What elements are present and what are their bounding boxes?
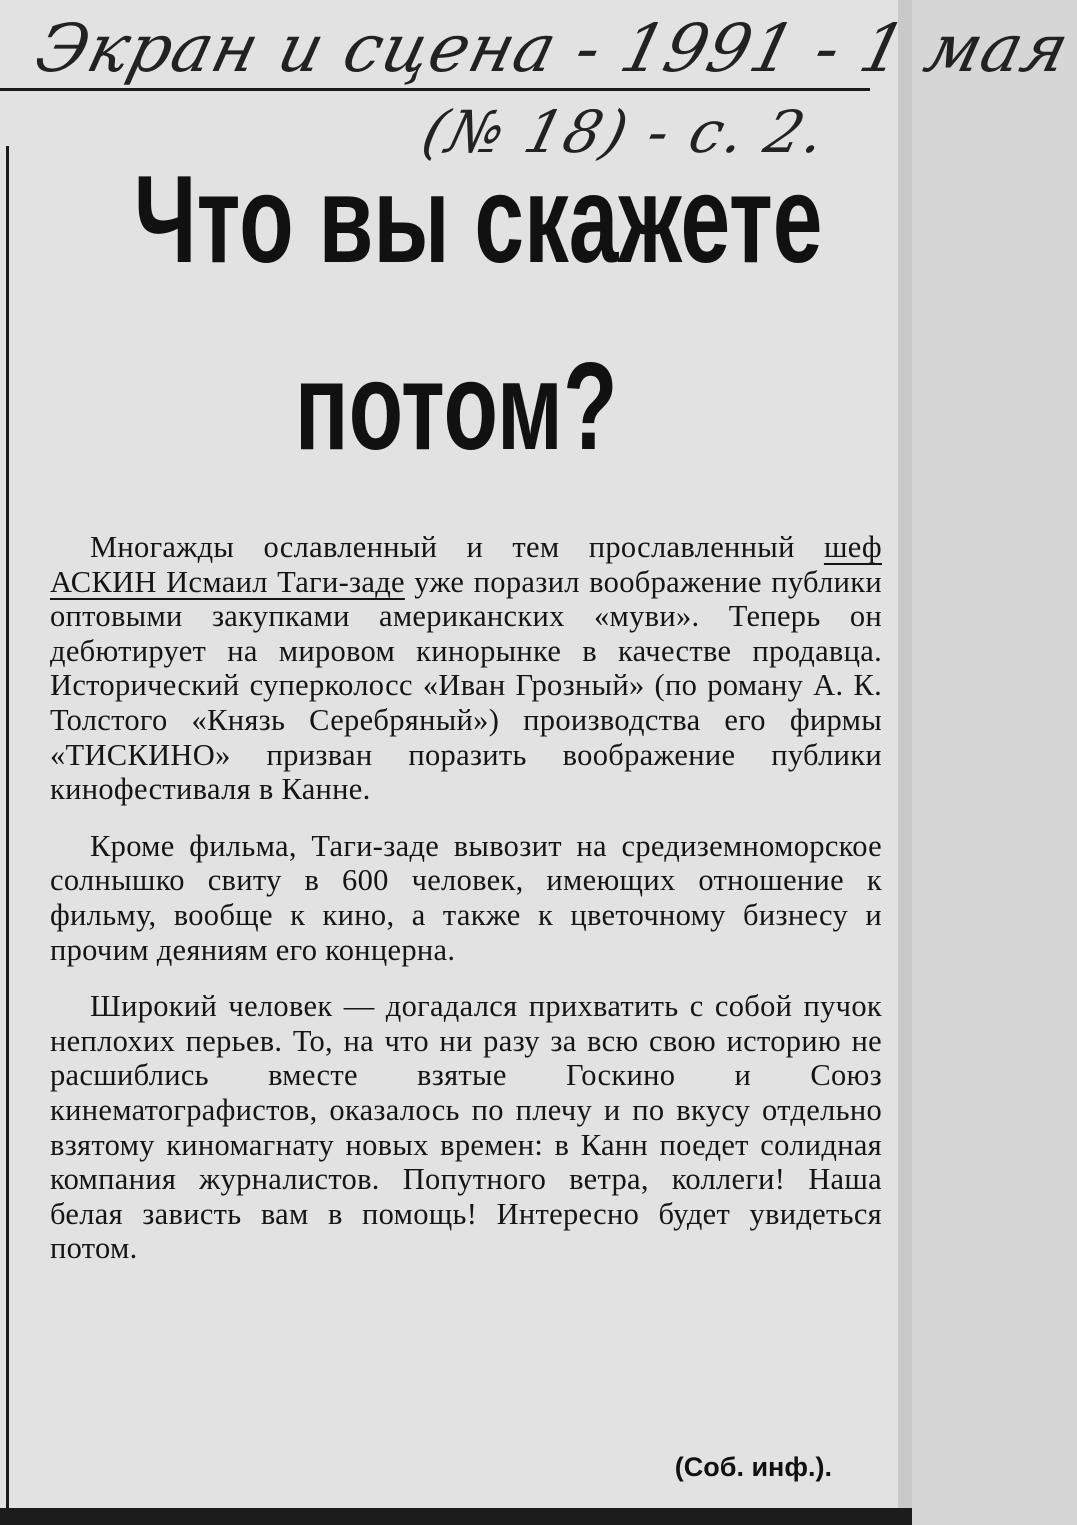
headline-text-1: Что вы скажете <box>133 151 823 289</box>
top-rule <box>0 88 870 91</box>
paragraph-1-rest: уже поразил воображение публики оптовыми закупками американских «муви». Теперь он дебютирует на мировом кинорынке в качестве продавца. Исторический суперколосс «Иван Грозный» (по роману А. К. Толстого «Князь Серебряный») производства его фирмы «ТИСКИНО» призван поразить воображение публики кинофестиваля в Канне. <box>50 564 882 807</box>
article-paragraph-2: Кроме фильма, Таги-заде вывозит на средиземноморское солнышко свиту в 600 человек, имеющих отношение к фильму, вообще к кино, а также к цветочному бизнесу и прочим деяниям его концерна. <box>50 828 882 967</box>
headline-text-2: потом? <box>294 338 618 476</box>
handwritten-source-note: Экран и сцена - 1991 - 1 мая <box>28 10 1077 87</box>
headline-line-2 <box>0 338 912 476</box>
handwritten-issue-note: (№ 18) - с. 2. <box>415 98 835 166</box>
headline-line-1 <box>0 151 912 289</box>
paragraph-1-start: Многажды ославленный и тем прославленный <box>90 530 824 564</box>
bottom-edge-strip <box>0 1508 912 1525</box>
article-paragraph-3: Широкий человек — догадался прихватить с собой пучок неплохих перьев. То, на что ни разу за всю свою историю не расшиблись вместе взятые Госкино и Союз кинематографистов, оказалось по плечу и по вкусу отдельно взятому киномагнату новых времен: в Канн поедет солидная компания журналистов. Попутного ветра, коллеги! Наша белая зависть вам в помощь! Интересно будет увидеться потом. <box>50 989 882 1266</box>
article-body <box>50 530 882 1288</box>
article-paragraph-1 <box>50 530 882 807</box>
underlined-name: шеф АСКИН Исмаил Таги-заде <box>50 530 882 599</box>
article-signature: (Соб. инф.). <box>674 1452 832 1482</box>
